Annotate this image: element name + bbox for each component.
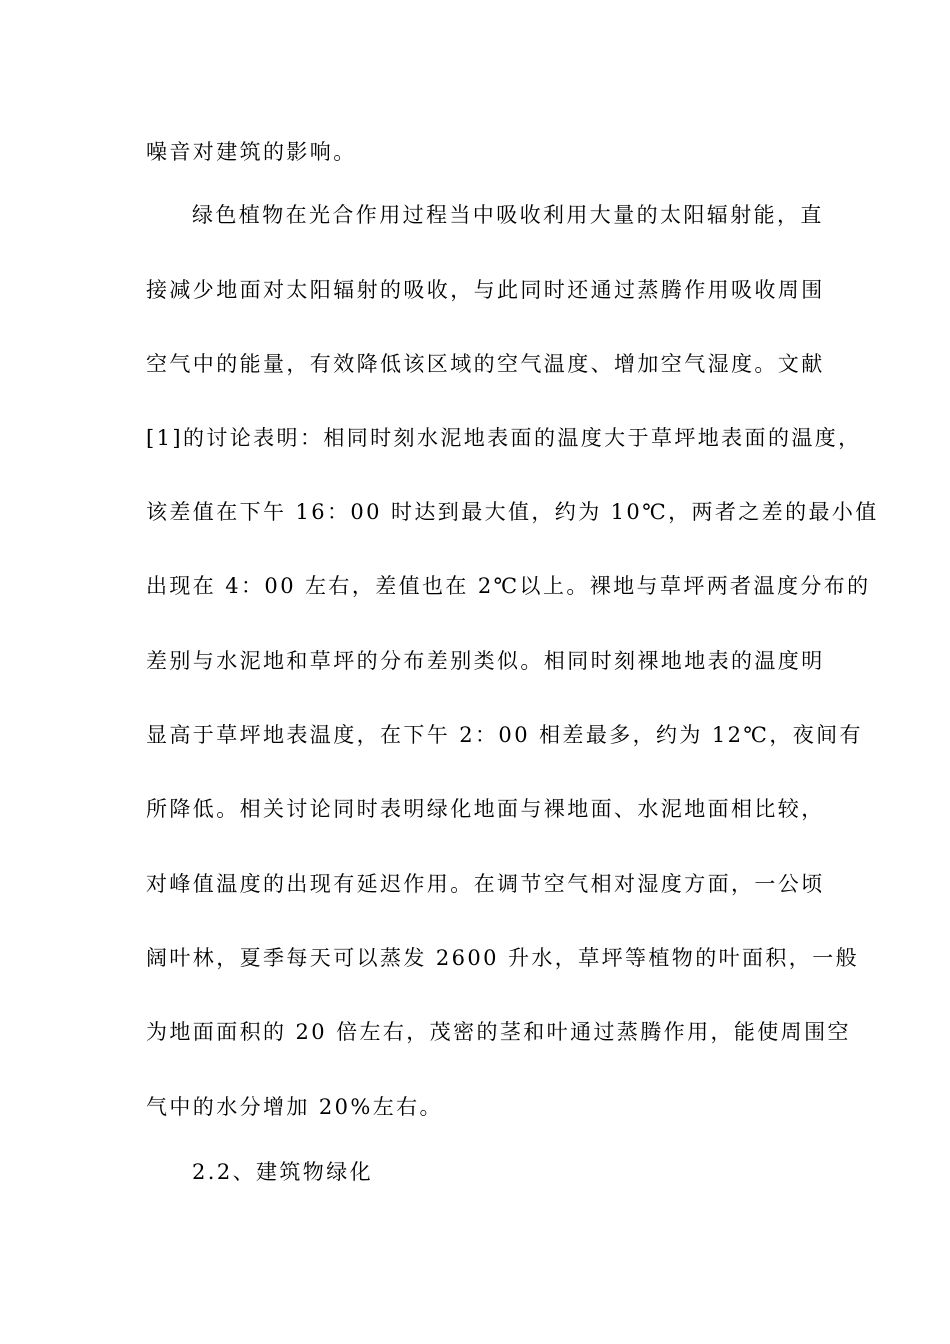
text-line: 阔叶林，夏季每天可以蒸发 2600 升水，草坪等植物的叶面积，一般 — [146, 946, 859, 970]
text-line: 空气中的能量，有效降低该区域的空气温度、增加空气湿度。文献 — [146, 352, 825, 376]
text-line: 对峰值温度的出现有延迟作用。在调节空气相对湿度方面，一公顷 — [146, 872, 825, 896]
text-line: [1]的讨论表明：相同时刻水泥地表面的温度大于草坪地表面的温度， — [146, 426, 862, 450]
text-line: 显高于草坪地表温度，在下午 2：00 相差最多，约为 12℃，夜间有 — [146, 723, 863, 747]
section-heading: 2.2、建筑物绿化 — [192, 1160, 373, 1184]
text-line: 该差值在下午 16：00 时达到最大值，约为 10℃，两者之差的最小值 — [146, 500, 879, 524]
text-line: 所降低。相关讨论同时表明绿化地面与裸地面、水泥地面相比较， — [146, 797, 825, 821]
text-line: 接减少地面对太阳辐射的吸收，与此同时还通过蒸腾作用吸收周围 — [146, 278, 825, 302]
text-line: 差别与水泥地和草坪的分布差别类似。相同时刻裸地地表的温度明 — [146, 649, 825, 673]
text-line: 为地面面积的 20 倍左右，茂密的茎和叶通过蒸腾作用，能使周围空 — [146, 1020, 851, 1044]
text-line: 绿色植物在光合作用过程当中吸收利用大量的太阳辐射能，直 — [192, 203, 824, 227]
text-line: 噪音对建筑的影响。 — [146, 140, 357, 164]
text-line: 气中的水分增加 20%左右。 — [146, 1095, 443, 1119]
text-line: 出现在 4：00 左右，差值也在 2℃以上。裸地与草坪两者温度分布的 — [146, 574, 871, 598]
